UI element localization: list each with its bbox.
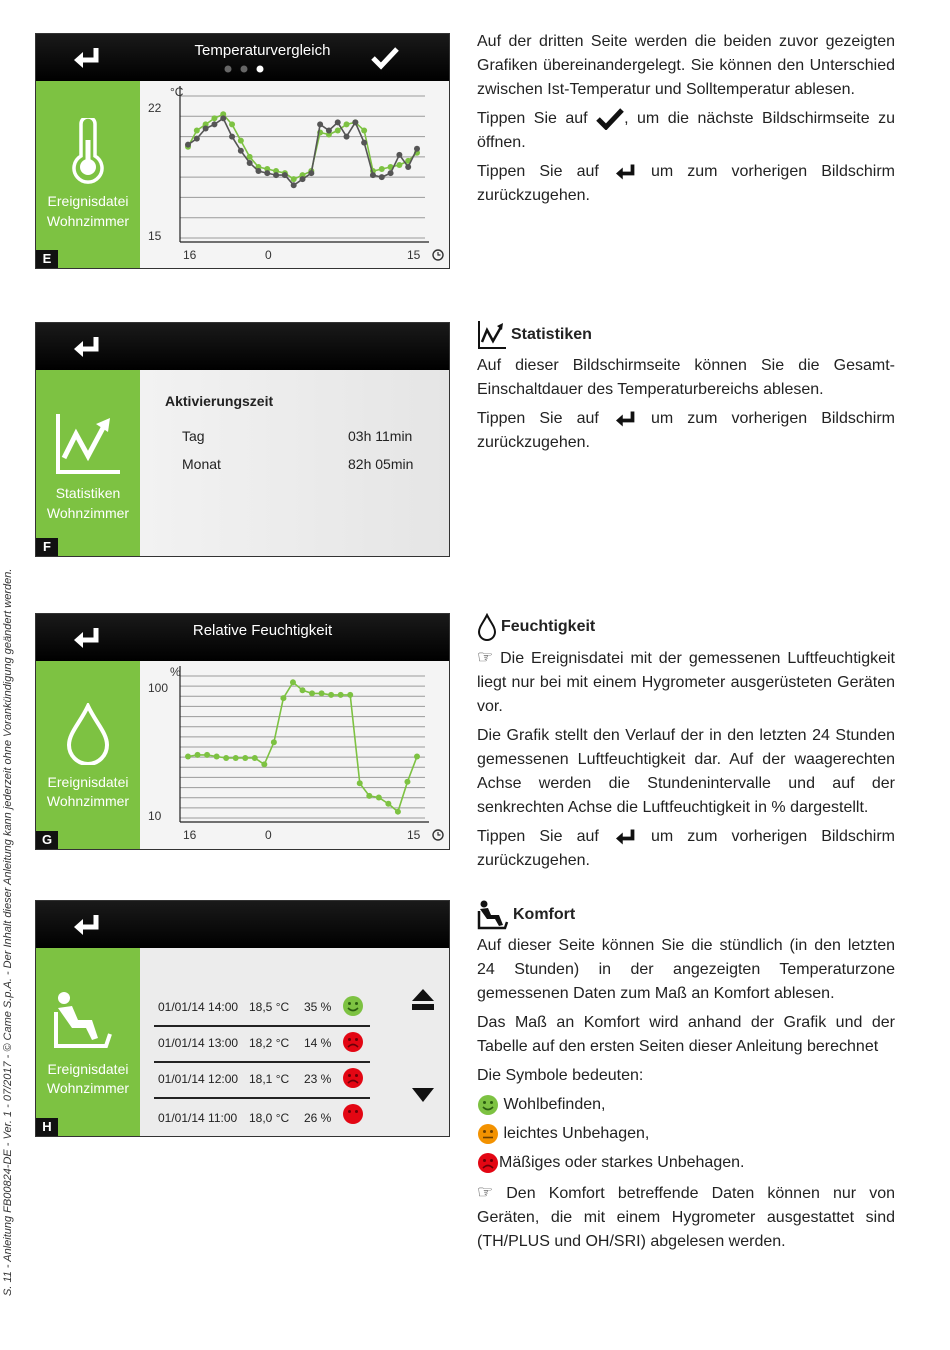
text-block-h (477, 900, 895, 1259)
scroll-up-button[interactable] (410, 986, 436, 1012)
data-point (211, 121, 217, 127)
paragraph (477, 407, 895, 455)
x-tick-label: 0 (265, 828, 272, 842)
data-point (238, 148, 244, 154)
data-point (366, 793, 372, 799)
y-tick-label: 100 (148, 681, 169, 695)
legend-item (477, 1093, 895, 1117)
screen-header (36, 323, 449, 370)
heading-text: Feuchtigkeit (501, 618, 596, 635)
stat-value-month: 82h 05min (348, 456, 414, 472)
statistics-icon (54, 412, 122, 476)
data-point (242, 755, 248, 761)
x-tick-label: 15 (407, 248, 421, 262)
paragraph-text: Tippen Sie auf (477, 163, 599, 180)
y-tick-label: 15 (148, 229, 162, 243)
data-point (335, 127, 341, 133)
stat-label-month: Monat (182, 456, 221, 472)
table-row[interactable] (154, 1098, 370, 1137)
data-point (264, 170, 270, 176)
section-heading: Aktivierungszeit (165, 393, 274, 409)
data-point (405, 164, 411, 170)
sidebar-label-line1: Ereignisdatei (47, 1061, 129, 1077)
row-humidity: 14 % (304, 1036, 332, 1050)
sidebar-panel (36, 948, 140, 1136)
data-point (319, 690, 325, 696)
text-block-f (477, 320, 895, 460)
legend-item (477, 1151, 895, 1175)
page-footer-vertical: S. 11 - Anleitung FB00824-DE - Ver. 1 - 07/2017 - © Came S.p.A. - Der Inhalt dieser Anleitung kann jederzeit ohne Vorankündigung geändert werden. (2, 568, 14, 1296)
droplet-icon (477, 613, 497, 641)
section-heading (477, 900, 895, 930)
paragraph: Das Maß an Komfort wird anhand der Grafik und der Tabelle auf den ersten Seiten dieser Anleitung berechnet (477, 1014, 895, 1055)
data-point (404, 779, 410, 785)
paragraph: Auf dieser Seite können Sie die stündlich (in den letzten 24 Stunden) in der angezeigten Temperaturzone gemessenen Daten zum Maß an Komfort ablesen. (477, 937, 895, 1002)
screen-header (36, 34, 449, 81)
smiley-good-icon (477, 1094, 499, 1116)
paragraph (477, 160, 895, 208)
back-icon (613, 827, 637, 847)
sidebar-label-line2: Wohnzimmer (46, 213, 130, 229)
paragraph: Die Grafik stellt den Verlauf der in den letzten 24 Stunden gemessenen Luftfeuchtigkeit dar. Auf der waagerechten Achse werden die Stundenintervalle und auf der senkrechten Achse die Luftfeuchtigkeit in % dargestellt. (477, 727, 895, 816)
screen-letter: G (36, 831, 58, 849)
data-point (229, 134, 235, 140)
y-axis-unit: % (170, 665, 181, 679)
data-point (220, 115, 226, 121)
data-point (185, 142, 191, 148)
paragraph: Die Symbole bedeuten: (477, 1067, 644, 1084)
row-datetime: 01/01/14 11:00 (158, 1111, 238, 1125)
data-point (385, 801, 391, 807)
data-point (271, 739, 277, 745)
data-point (344, 121, 350, 127)
screen-title: Relative Feuchtigkeit (192, 622, 333, 639)
data-point (261, 761, 267, 767)
x-tick-label: 16 (183, 248, 197, 262)
data-point (414, 753, 420, 759)
data-point (252, 755, 258, 761)
data-point (361, 140, 367, 146)
chart-area (140, 661, 449, 849)
smiley-good-icon (342, 995, 364, 1017)
check-icon (596, 108, 624, 130)
data-point (309, 690, 315, 696)
heading-text: Statistiken (511, 326, 592, 343)
data-point (229, 121, 235, 127)
page-dots (224, 65, 264, 73)
paragraph-text: Den Komfort betreffende Daten können nur von Geräten, die mit einem Hygrometer ausgestattet sind (TH/PLUS und OH/SRI) abgelesen werden. (477, 1185, 895, 1250)
back-icon[interactable] (70, 913, 102, 937)
data-point (344, 134, 350, 140)
data-point (328, 692, 334, 698)
back-icon[interactable] (70, 335, 102, 359)
paragraph-text: Tippen Sie auf (477, 410, 599, 427)
screen-letter: F (36, 538, 58, 556)
paragraph: Auf dieser Bildschirmseite können Sie die Gesamt-Einschaltdauer des Temperaturbereichs ablesen. (477, 357, 895, 398)
row-humidity: 26 % (304, 1111, 332, 1125)
back-icon[interactable] (70, 626, 102, 650)
data-point (282, 172, 288, 178)
data-point (347, 692, 353, 698)
data-point (300, 687, 306, 693)
smiley-bad-icon (342, 1103, 364, 1125)
data-point (379, 166, 385, 172)
table-row[interactable] (154, 1026, 370, 1063)
data-point (247, 160, 253, 166)
comfort-chair-icon (477, 900, 509, 930)
paragraph (477, 107, 895, 155)
back-icon (613, 409, 637, 429)
heading-text: Komfort (513, 906, 576, 923)
sidebar-label-line1: Ereignisdatei (47, 774, 129, 790)
data-point (317, 121, 323, 127)
data-point (280, 695, 286, 701)
sidebar-panel (36, 661, 140, 849)
temperature-chart (140, 81, 450, 268)
smiley-bad-icon (342, 1031, 364, 1053)
data-point (211, 115, 217, 121)
data-point (223, 755, 229, 761)
back-icon (613, 162, 637, 182)
data-point (395, 809, 401, 815)
legend-text: leichtes Unbehagen, (503, 1125, 650, 1142)
row-temperature: 18,5 °C (249, 1000, 290, 1014)
chart-area (140, 81, 449, 268)
paragraph (477, 825, 895, 873)
statistics-content (140, 370, 449, 556)
table-row[interactable] (154, 1062, 370, 1099)
data-point (388, 170, 394, 176)
screen-header (36, 614, 449, 661)
sidebar-panel (36, 81, 140, 268)
sidebar-label-line2: Wohnzimmer (46, 505, 130, 521)
sidebar-label-line1: Statistiken (55, 485, 121, 501)
paragraph-text: Die Ereignisdatei mit der gemessenen Luftfeuchtigkeit liegt nur bei mit einem Hygrometer ausgerüsteten Geräten vor. (477, 650, 895, 715)
back-icon[interactable] (70, 46, 102, 70)
data-point (414, 146, 420, 152)
note-paragraph (477, 1180, 895, 1254)
y-axis-unit: °C (170, 85, 184, 99)
row-datetime: 01/01/14 12:00 (158, 1072, 239, 1086)
data-point (194, 136, 200, 142)
data-point (370, 172, 376, 178)
row-datetime: 01/01/14 14:00 (158, 1000, 239, 1014)
sidebar-label-line2: Wohnzimmer (46, 793, 130, 809)
paragraph-text: um zum vorherigen Bildschirm zurückzugehen. (477, 163, 895, 204)
section-heading (477, 320, 895, 350)
y-tick-label: 22 (148, 101, 162, 115)
data-point (396, 162, 402, 168)
paragraph-text: Tippen Sie auf (477, 110, 588, 127)
data-point (203, 125, 209, 131)
row-humidity: 35 % (304, 1000, 332, 1014)
x-tick-label: 16 (183, 828, 197, 842)
screen-letter: E (36, 250, 58, 268)
data-point (335, 119, 341, 125)
thermometer-icon (68, 118, 108, 184)
screen-header (36, 901, 449, 948)
pointing-hand-icon: ☞ (477, 1182, 494, 1202)
x-tick-label: 0 (265, 248, 272, 262)
scroll-down-button[interactable] (410, 1086, 436, 1104)
comfort-chair-icon (52, 990, 114, 1054)
statistics-icon (477, 320, 507, 350)
check-icon[interactable] (371, 46, 399, 70)
data-point (376, 794, 382, 800)
data-point (357, 780, 363, 786)
data-point (290, 679, 296, 685)
screen-title: Temperaturvergleich (194, 42, 331, 59)
paragraph: Auf der dritten Seite werden die beiden zuvor gezeigten Grafiken übereinandergelegt. Sie können den Unterschied zwischen Ist-Temperatur und Solltemperatur ablesen. (477, 33, 895, 98)
data-point (214, 753, 220, 759)
smiley-bad-icon (342, 1067, 364, 1089)
legend-item (477, 1122, 895, 1146)
droplet-icon (66, 703, 110, 765)
screen-e (35, 33, 450, 269)
table-row[interactable] (154, 990, 370, 1027)
data-point (233, 755, 239, 761)
stat-label-day: Tag (182, 428, 205, 444)
clock-icon (438, 832, 441, 835)
data-point (396, 152, 402, 158)
legend-text: Mäßiges oder starkes Unbehagen. (499, 1154, 745, 1171)
comfort-table (140, 948, 449, 1136)
paragraph-text: um zum vorherigen Bildschirm zurückzugehen. (477, 410, 895, 451)
screen-h (35, 900, 450, 1137)
clock-icon (438, 252, 441, 255)
data-point (352, 119, 358, 125)
text-block-g (477, 613, 895, 878)
data-point (291, 176, 297, 182)
row-datetime: 01/01/14 13:00 (158, 1036, 239, 1050)
data-point (361, 127, 367, 133)
data-point (338, 692, 344, 698)
row-temperature: 18,0 °C (249, 1111, 290, 1125)
data-point (308, 170, 314, 176)
data-point (204, 752, 210, 758)
screen-letter: H (36, 1118, 58, 1136)
row-humidity: 23 % (304, 1072, 332, 1086)
smiley-neutral-icon (477, 1123, 499, 1145)
data-point (326, 127, 332, 133)
data-point (379, 174, 385, 180)
text-block-e (477, 30, 895, 213)
screen-f (35, 322, 450, 557)
screen-g (35, 613, 450, 850)
sidebar-label-line2: Wohnzimmer (46, 1080, 130, 1096)
pointing-hand-icon: ☞ (477, 647, 494, 667)
y-tick-label: 10 (148, 809, 162, 823)
paragraph-text: Tippen Sie auf (477, 828, 599, 845)
x-tick-label: 15 (407, 828, 421, 842)
humidity-chart (140, 661, 450, 849)
sidebar-panel (36, 370, 140, 556)
data-point (255, 168, 261, 174)
stat-value-day: 03h 11min (348, 428, 413, 444)
data-point (291, 182, 297, 188)
legend-text: Wohlbefinden, (503, 1096, 606, 1113)
data-point (238, 138, 244, 144)
row-temperature: 18,1 °C (249, 1072, 290, 1086)
paragraph-text: um zum vorherigen Bildschirm zurückzugehen. (477, 828, 895, 869)
data-point (195, 752, 201, 758)
data-point (273, 172, 279, 178)
sidebar-label-line1: Ereignisdatei (47, 193, 129, 209)
paragraph-text: , um die nächste Bildschirmseite zu öffnen. (477, 110, 895, 151)
row-temperature: 18,2 °C (249, 1036, 290, 1050)
smiley-bad-icon (477, 1152, 499, 1174)
section-heading (477, 613, 895, 641)
data-point (194, 127, 200, 133)
note-paragraph (477, 645, 895, 719)
data-point (185, 753, 191, 759)
data-point (300, 176, 306, 182)
